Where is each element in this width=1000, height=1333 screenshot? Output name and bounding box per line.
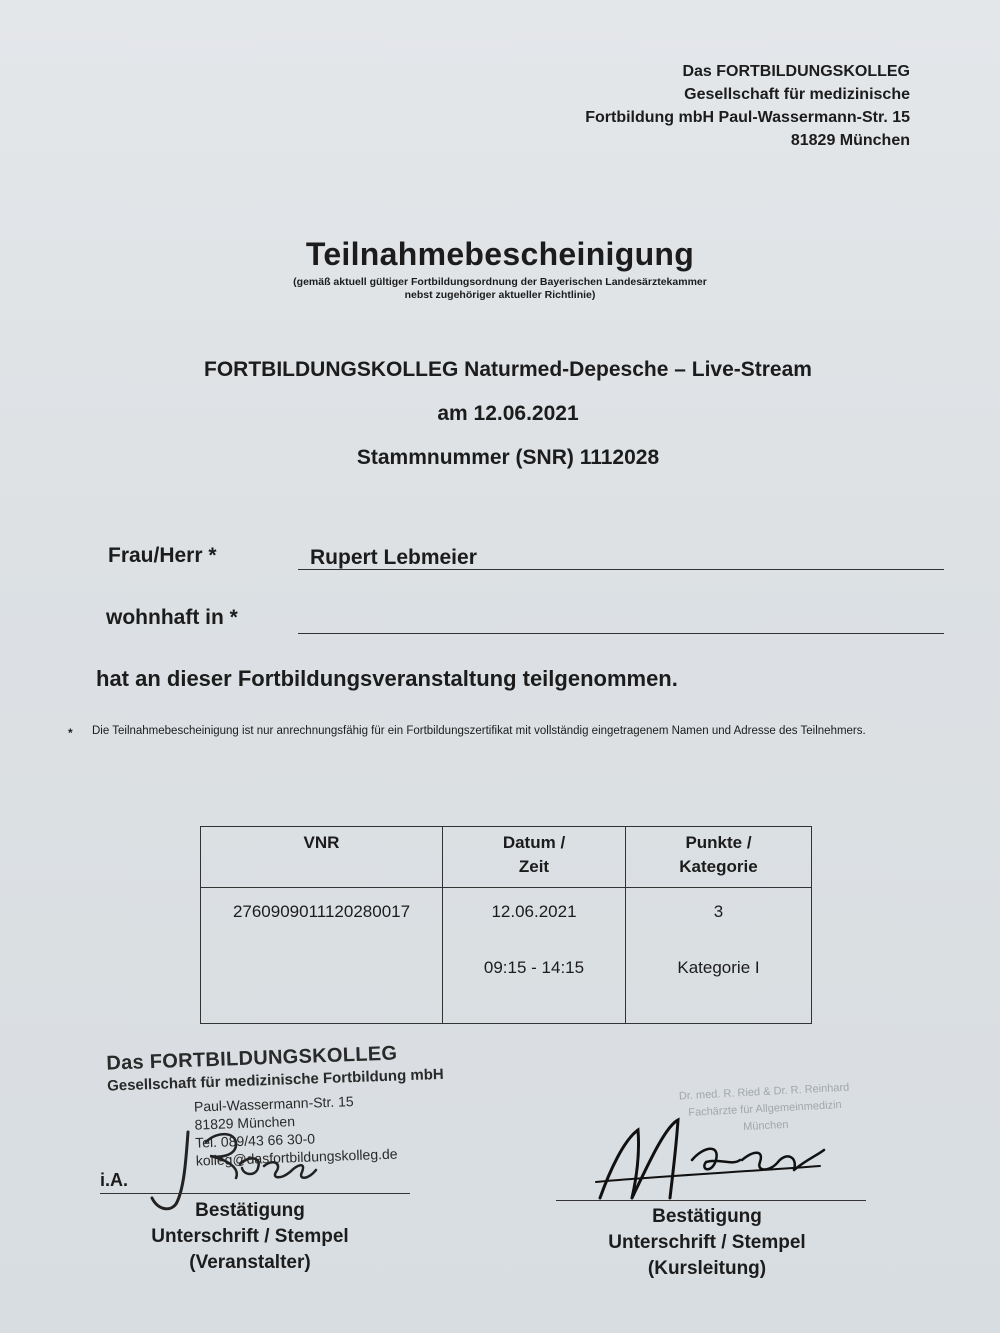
cell-punkte: [626, 888, 812, 1024]
left-sig-line-3: (Veranstalter): [189, 1252, 311, 1273]
stamp-line-1: Das FORTBILDUNGSKOLLEG: [106, 1042, 398, 1075]
footnote-marker: *: [68, 726, 73, 740]
date-value: 12.06.2021: [491, 902, 577, 921]
header-punkte-line-2: Kategorie: [679, 857, 758, 876]
event-name: FORTBILDUNGSKOLLEG Naturmed-Depesche – Live-Stream: [204, 358, 812, 381]
participation-statement: hat an dieser Fortbildungsveranstaltung teilgenommen.: [96, 666, 678, 691]
subtitle-line-2: nebst zugehöriger aktueller Richtlinie): [404, 289, 596, 301]
cell-vnr: [201, 888, 443, 1024]
event-snr: Stammnummer (SNR) 1112028: [356, 446, 660, 469]
course-stamp-line-3: München: [742, 1118, 789, 1134]
vnr-table: [200, 826, 812, 1024]
stamp-line-5: Tel. 089/43 66 30-0: [194, 1130, 316, 1151]
stamp-line-2: Gesellschaft für medizinische Fortbildung mbH: [106, 1065, 445, 1095]
left-sig-line-2: Unterschrift / Stempel: [151, 1226, 349, 1247]
right-sig-line-3: (Kursleitung): [647, 1258, 767, 1279]
table-row: [201, 888, 812, 1024]
header-datum: [443, 827, 626, 888]
sender-line-1: Das FORTBILDUNGSKOLLEG: [682, 63, 910, 80]
sender-address: [585, 60, 910, 152]
name-label: Frau/Herr *: [108, 544, 217, 567]
header-punkte-line-1: Punkte /: [685, 833, 752, 852]
document-subtitle: [0, 276, 1000, 302]
cell-datum: [443, 888, 626, 1024]
left-signature-line: [100, 1193, 410, 1194]
sender-line-4: 81829 München: [790, 132, 910, 149]
header-datum-line-2: Zeit: [518, 857, 550, 876]
header-vnr: VNR: [201, 827, 443, 888]
header-punkte: [626, 827, 812, 888]
course-signature: [580, 1100, 840, 1210]
subtitle-line-1: (gemäß aktuell gültiger Fortbildungsordnung der Bayerischen Landesärztekammer: [293, 276, 707, 288]
residence-label: wohnhaft in *: [106, 606, 238, 629]
name-underline: [298, 569, 944, 570]
time-value: 09:15 - 14:15: [483, 958, 585, 977]
right-signature-line: [556, 1200, 866, 1201]
ia-prefix: i.A.: [100, 1170, 129, 1190]
residence-underline: [298, 633, 944, 634]
footnote-text: Die Teilnahmebescheinigung ist nur anrechnungsfähig für ein Fortbildungszertifikat mit vollständig eingetragenem Namen und Adresse des Teilnehmers.: [92, 725, 866, 737]
event-date: am 12.06.2021: [437, 402, 579, 425]
stamp-line-6: kolleg@dasfortbildungskolleg.de: [195, 1145, 398, 1169]
sender-line-3: Fortbildung mbH Paul-Wassermann-Str. 15: [585, 109, 910, 126]
organizer-confirmation: [100, 1198, 400, 1276]
vnr-value: 2760909011120280017: [232, 902, 411, 921]
category-value: Kategorie I: [677, 958, 760, 977]
document-title: Teilnahmebescheinigung: [305, 236, 695, 272]
name-value: Rupert Lebmeier: [310, 546, 477, 569]
table-header-row: [201, 827, 812, 888]
sender-line-2: Gesellschaft für medizinische: [684, 86, 910, 103]
header-datum-line-1: Datum /: [502, 833, 566, 852]
right-sig-line-2: Unterschrift / Stempel: [608, 1232, 806, 1253]
stamp-line-4: 81829 München: [194, 1113, 296, 1133]
course-stamp-line-1: Dr. med. R. Ried & Dr. R. Reinhard: [678, 1081, 850, 1103]
stamp-line-3: Paul-Wassermann-Str. 15: [193, 1093, 354, 1115]
left-sig-line-1: Bestätigung: [195, 1200, 305, 1221]
course-stamp-line-2: Fachärzte für Allgemeinmedizin: [688, 1098, 842, 1120]
course-confirmation: [552, 1204, 862, 1282]
points-value: 3: [713, 902, 724, 921]
right-sig-line-1: Bestätigung: [652, 1206, 762, 1227]
